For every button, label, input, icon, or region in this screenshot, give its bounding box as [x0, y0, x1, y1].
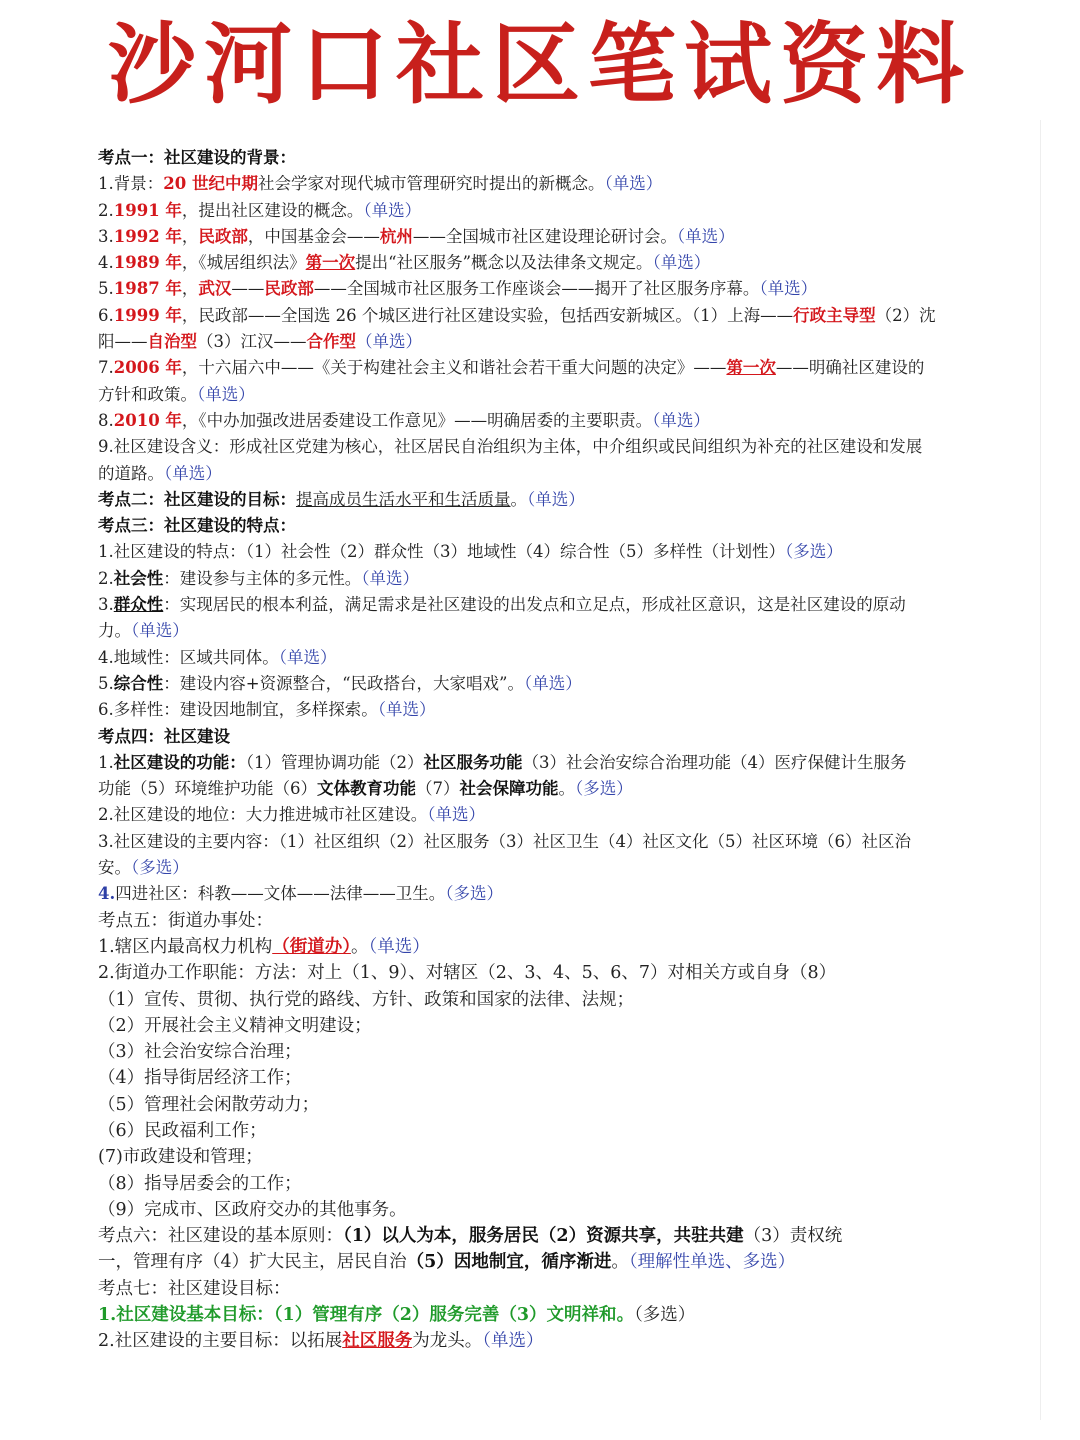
- sec7-line-1: 1.社区建设基本目标：（1）管理有序（2）服务完善（3）文明祥和。（多选）: [98, 1305, 696, 1326]
- sec1-line-3: 3.1992 年，民政部，中国基金会——杭州——全国城市社区建设理论研讨会。（单选）: [98, 226, 735, 246]
- sec1-line-6-cont: 阳——自治型（3）江汉——合作型（单选）: [98, 332, 422, 352]
- list-item: （6）民政福利工作；: [98, 1120, 267, 1141]
- sec3-line-4: 4.地域性：区域共同体。（单选）: [98, 647, 337, 667]
- sec1-line-4: 4.1989 年，《城居组织法》第一次提出“社区服务”概念以及法律条文规定。（单选）: [98, 253, 711, 273]
- section-5-heading: 考点五：街道办事处：: [98, 910, 273, 931]
- sec4-line-3-cont: 安。（多选）: [98, 858, 189, 878]
- sec4-line-1-cont: 功能（5）环境维护功能（6）文体教育功能（7）社会保障功能。（多选）: [98, 779, 633, 799]
- sec3-line-1: 1.社区建设的特点：（1）社会性（2）群众性（3）地域性（4）综合性（5）多样性（计划性）（多选）: [98, 542, 843, 562]
- sec1-line-2: 2.1991 年，提出社区建设的概念。（单选）: [98, 200, 422, 220]
- sec1-line-7: 7.2006 年，十六届六中——《关于构建社会主义和谐社会若干重大问题的决定》——第一次——明确社区建设的: [98, 358, 925, 378]
- sec3-line-3: 3.群众性：实现居民的根本利益，满足需求是社区建设的出发点和立足点，形成社区意识，这是社区建设的原动: [98, 595, 906, 615]
- list-item: （9）完成市、区政府交办的其他事务。: [98, 1199, 407, 1220]
- sec3-line-2: 2.社会性：建设参与主体的多元性。（单选）: [98, 568, 419, 588]
- section-6-line-cont: 一，管理有序（4）扩大民主，居民自治（5）因地制宜，循序渐进。（理解性单选、多选）: [98, 1252, 796, 1273]
- list-item: (7)市政建设和管理；: [98, 1147, 263, 1168]
- section-7-heading: 考点七：社区建设目标：: [98, 1278, 291, 1299]
- sec1-line-9: 9.社区建设含义：形成社区党建为核心，社区居民自治组织为主体，中介组织或民间组织为补充的社区建设和发展: [98, 437, 923, 457]
- section-2-line: 考点二：社区建设的目标：提高成员生活水平和生活质量。（单选）: [98, 489, 585, 509]
- sec1-line-1: 1.背景：20 世纪中期社会学家对现代城市管理研究时提出的新概念。（单选）: [98, 174, 663, 194]
- sec4-line-1: 1.社区建设的功能：（1）管理协调功能（2）社区服务功能（3）社会治安综合治理功能（4）医疗保健计生服务: [98, 752, 907, 772]
- sec4-line-2: 2.社区建设的地位：大力推进城市社区建设。（单选）: [98, 805, 485, 825]
- sec3-line-3-cont: 力。（单选）: [98, 621, 189, 641]
- study-notes: [98, 145, 993, 1355]
- section-3-heading: 考点三：社区建设的特点：: [98, 516, 296, 536]
- page-edge-divider: [1040, 120, 1041, 1420]
- list-item: （2）开展社会主义精神文明建设；: [98, 1015, 372, 1036]
- sec1-line-9-cont: 的道路。（单选）: [98, 463, 222, 483]
- list-item: （4）指导街居经济工作；: [98, 1068, 302, 1089]
- page-title: 沙河口社区笔试资料: [107, 13, 972, 116]
- sec7-line-2: 2.社区建设的主要目标：以拓展社区服务为龙头。（单选）: [98, 1331, 544, 1352]
- sec5-line-2: 2.街道办工作职能：方法：对上（1、9）、对辖区（2、3、4、5、6、7）对相关方或自身（8）: [98, 963, 837, 984]
- sec1-line-8: 8.2010 年，《中办加强改进居委建设工作意见》——明确居委的主要职责。（单选）: [98, 410, 710, 430]
- section-4-heading: 考点四：社区建设: [98, 726, 230, 746]
- sec3-line-6: 6.多样性：建设因地制宜，多样探索。（单选）: [98, 700, 436, 720]
- list-item: （5）管理社会闲散劳动力；: [98, 1094, 320, 1115]
- sec1-line-5: 5.1987 年，武汉——民政部——全国城市社区服务工作座谈会——揭开了社区服务序幕。（单选）: [98, 279, 818, 299]
- sec3-line-5: 5.综合性：建设内容+资源整合，“民政搭台，大家唱戏”。（单选）: [98, 673, 582, 693]
- sec1-line-6: 6.1999 年，民政部——全国选 26 个城区进行社区建设实验，包括西安新城区。（1）上海——行政主导型（2）沈: [98, 305, 936, 325]
- sec4-line-4: 4.四进社区：科教——文体——法律——卫生。（多选）: [98, 884, 503, 904]
- sec4-line-3: 3.社区建设的主要内容：（1）社区组织（2）社区服务（3）社区卫生（4）社区文化（5）社区环境（6）社区治: [98, 831, 911, 851]
- list-item: （1）宣传、贯彻、执行党的路线、方针、政策和国家的法律、法规；: [98, 989, 635, 1010]
- sec5-line-1: 1.辖区内最高权力机构（街道办）。（单选）: [98, 936, 430, 957]
- list-item: （3）社会治安综合治理；: [98, 1042, 302, 1063]
- section-1-heading: 考点一：社区建设的背景：: [98, 148, 296, 167]
- list-item: （8）指导居委会的工作；: [98, 1173, 302, 1194]
- sec1-line-7-cont: 方针和政策。（单选）: [98, 384, 255, 404]
- section-6-line: 考点六：社区建设的基本原则：（1）以人为本，服务居民（2）资源共享，共驻共建（3）责权统: [98, 1226, 843, 1247]
